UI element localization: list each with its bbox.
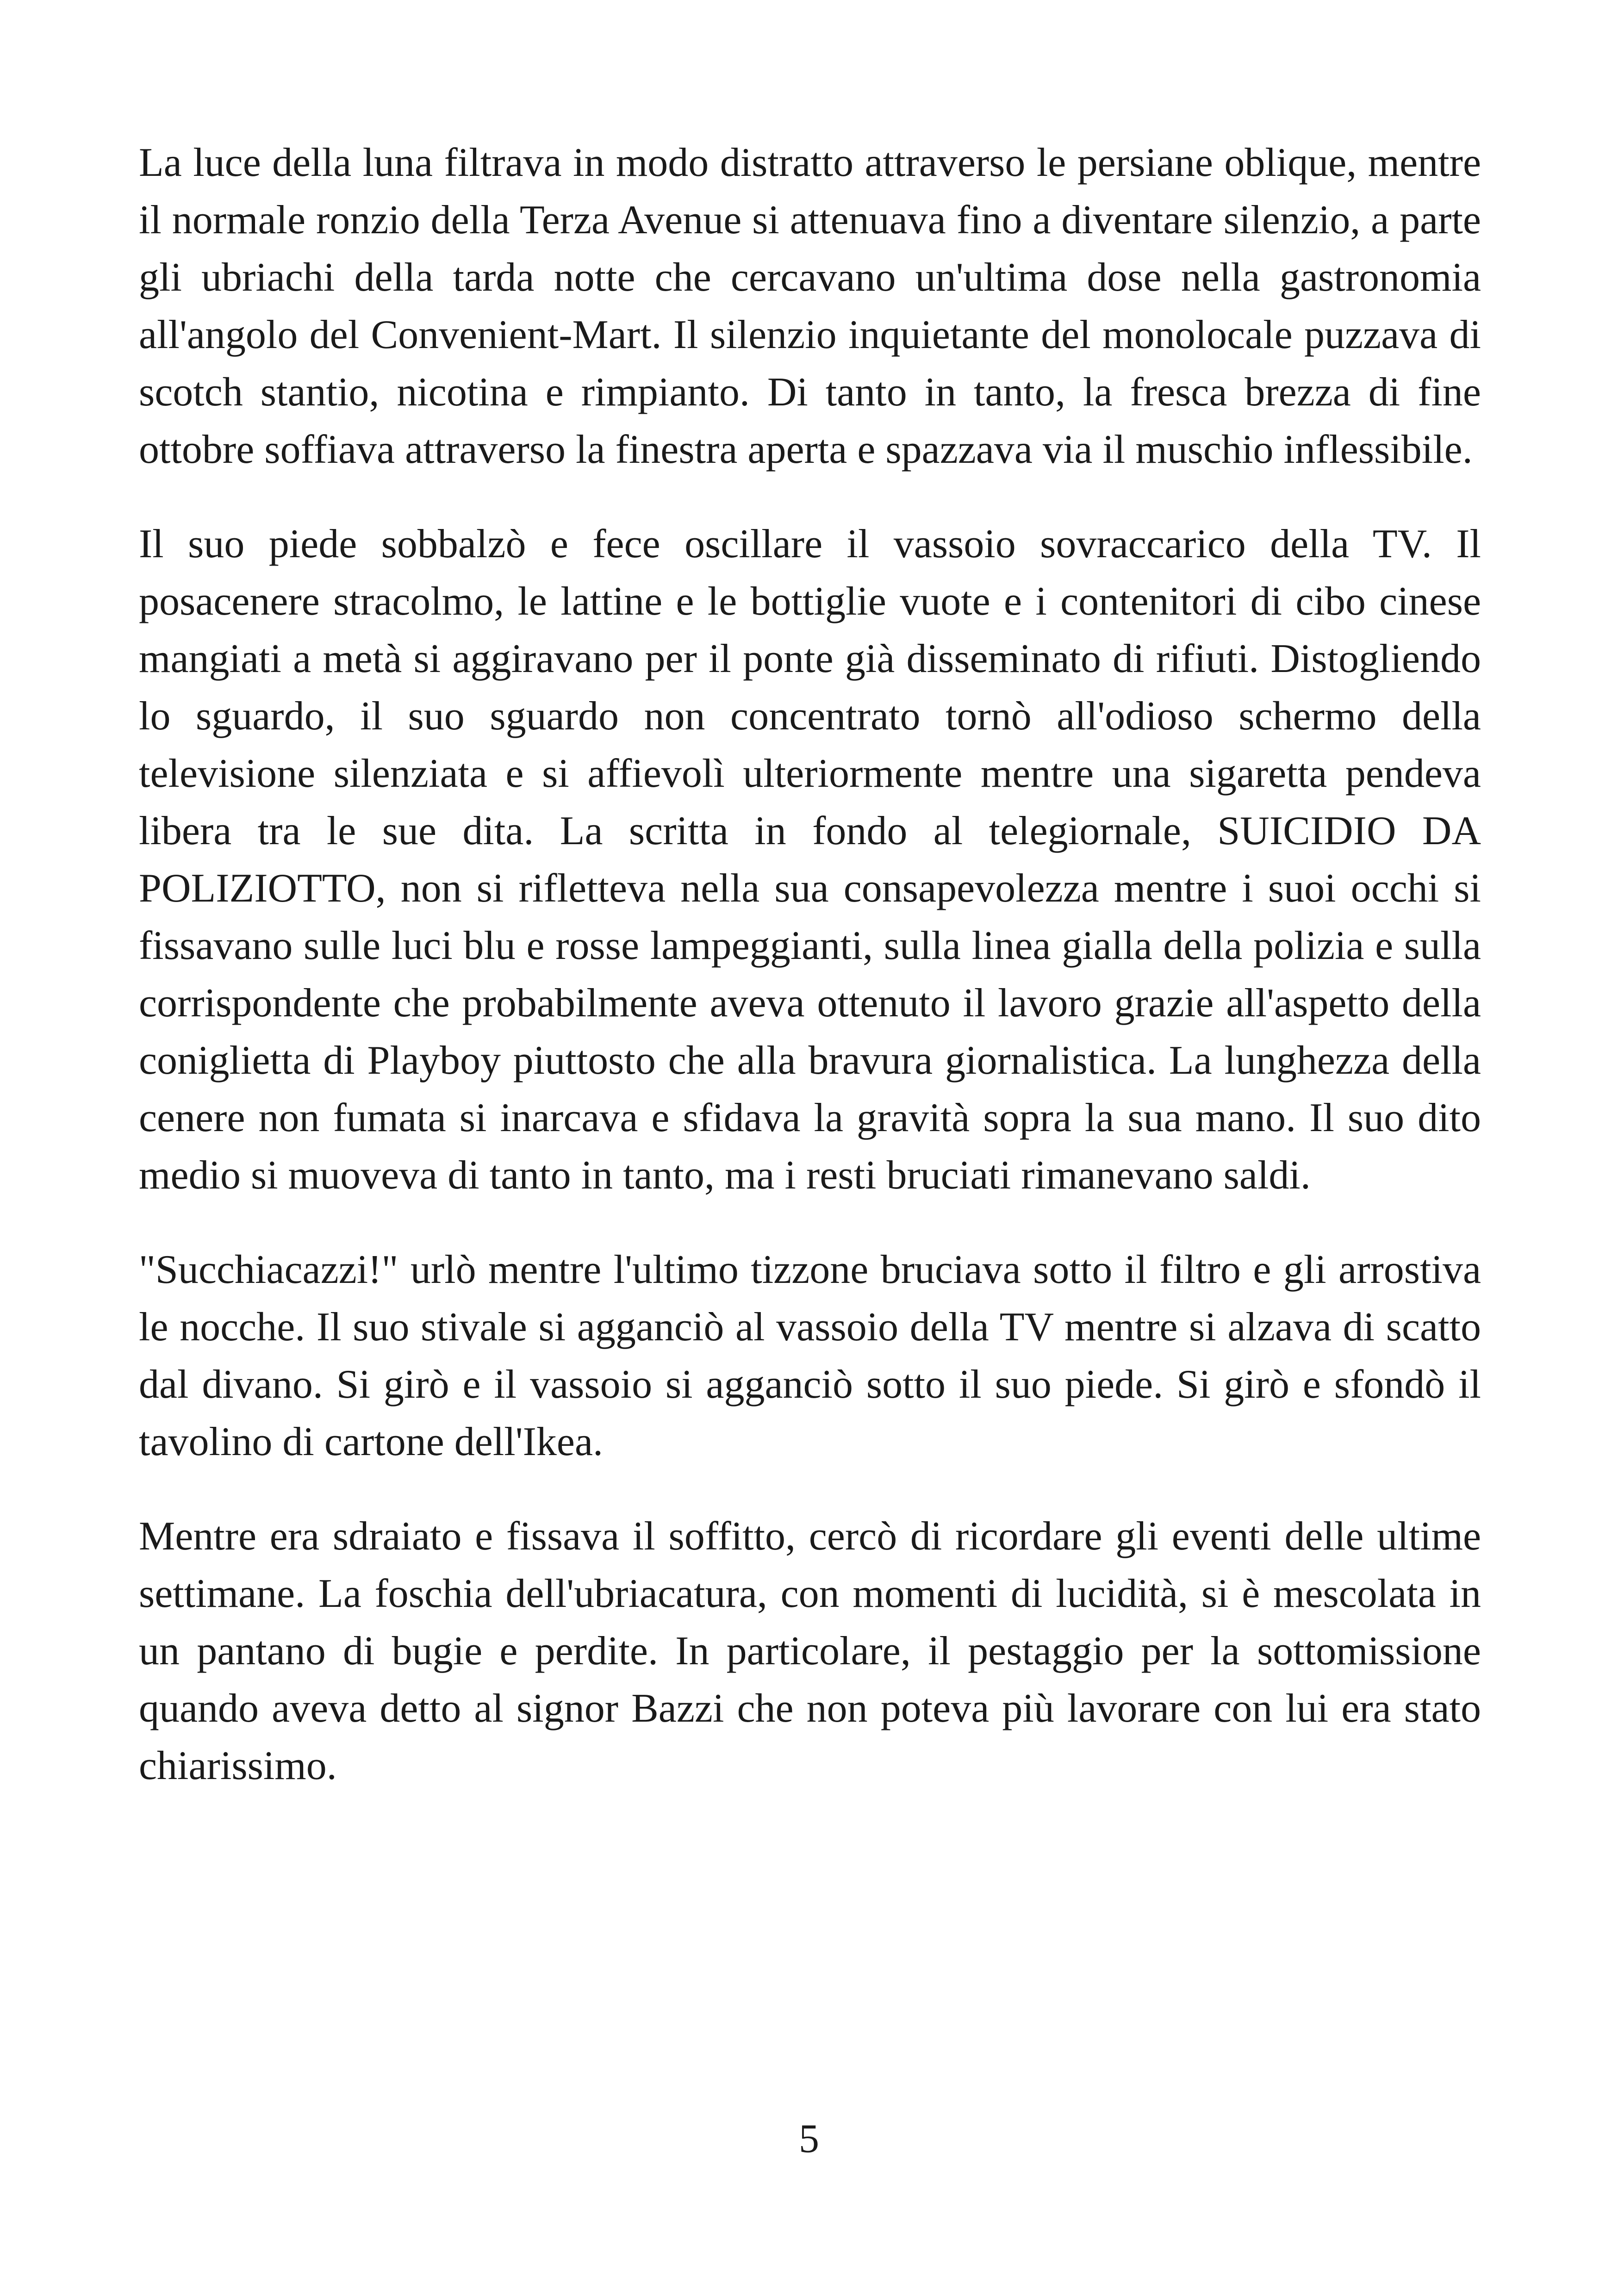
paragraph-2: Il suo piede sobbalzò e fece oscillare il vassoio sovraccarico della TV. Il posacenere stracolmo, le lattine e le bottiglie vuote e i contenitori di cibo cinese mangiati a metà si aggiravano per il ponte già disseminato di rifiuti. Distogliendo lo sguardo, il suo sguardo non concentrato tornò all'odioso schermo della televisione silenziata e si affievolì ulteriormente mentre una sigaretta pendeva libera tra le sue dita. La scritta in fondo al telegiornale, SUICIDIO DA POLIZIOTTO, non si rifletteva nella sua consapevolezza mentre i suoi occhi si fissavano sulle luci blu e rosse lampeggianti, sulla linea gialla della polizia e sulla corrispondente che probabilmente aveva ottenuto il lavoro grazie all'aspetto della coniglietta di Playboy piuttosto che alla bravura giornalistica. La lunghezza della cenere non fumata si inarcava e sfidava la gravità sopra la sua mano. Il suo dito medio si muoveva di tanto in tanto, ma i resti bruciati rimanevano saldi. <box>139 522 1481 1198</box>
body-text <box>139 134 1481 1832</box>
page-number: 5 <box>799 2116 819 2161</box>
paragraph-4: Mentre era sdraiato e fissava il soffitto, cercò di ricordare gli eventi delle ultime settimane. La foschia dell'ubriacatura, con momenti di lucidità, si è mescolata in un pantano di bugie e perdite. In particolare, il pestaggio per la sottomissione quando aveva detto al signor Bazzi che non poteva più lavorare con lui era stato chiarissimo. <box>139 1514 1481 1788</box>
paragraph-3: "Succhiacazzi!" urlò mentre l'ultimo tizzone bruciava sotto il filtro e gli arrostiva le nocche. Il suo stivale si agganciò al vassoio della TV mentre si alzava di scatto dal divano. Si girò e il vassoio si agganciò sotto il suo piede. Si girò e sfondò il tavolino di cartone dell'Ikea. <box>139 1247 1481 1464</box>
paragraph-1: La luce della luna filtrava in modo distratto attraverso le persiane oblique, mentre il normale ronzio della Terza Avenue si attenuava fino a diventare silenzio, a parte gli ubriachi della tarda notte che cercavano un'ultima dose nella gastronomia all'angolo del Convenient-Mart. Il silenzio inquietante del monolocale puzzava di scotch stantio, nicotina e rimpianto. Di tanto in tanto, la fresca brezza di fine ottobre soffiava attraverso la finestra aperta e spazzava via il muschio inflessibile. <box>139 140 1481 472</box>
